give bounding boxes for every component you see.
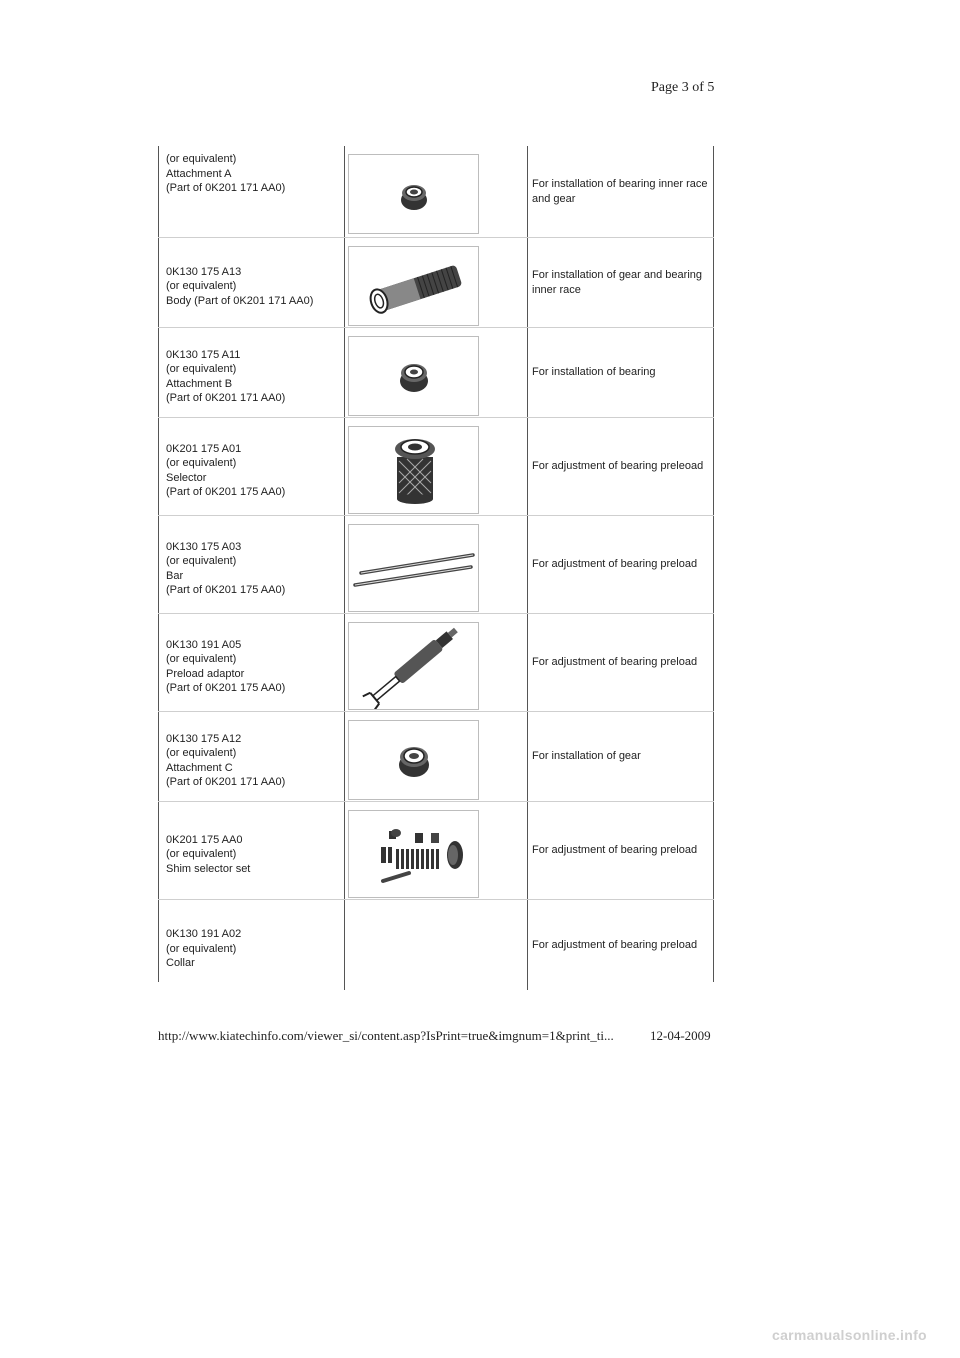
selector-icon <box>348 426 479 514</box>
tool-description-cell <box>158 900 344 990</box>
tool-purpose-cell <box>528 238 714 327</box>
tool-purpose: For adjustment of bearing preload <box>532 938 698 951</box>
tool-purpose-cell <box>528 614 714 711</box>
body-tube-icon <box>348 246 479 326</box>
table-row <box>158 146 714 238</box>
table-row <box>158 418 714 516</box>
tool-description-cell <box>158 238 344 327</box>
tool-image-cell <box>344 900 528 990</box>
preload-adaptor-icon <box>348 622 479 710</box>
tool-description: 0K130 191 A02 (or equivalent) Collar <box>166 928 242 970</box>
shim-selector-set-icon <box>348 810 479 898</box>
tool-description: 0K130 175 A13 (or equivalent) Body (Part of 0K201 171 AA0) <box>166 265 314 307</box>
footer-date: 12-04-2009 <box>650 1028 711 1043</box>
table-row <box>158 802 714 900</box>
tool-description: 0K130 175 A11 (or equivalent) Attachment B (Part of 0K201 171 AA0) <box>166 348 286 404</box>
tool-purpose-cell <box>528 900 714 990</box>
tool-purpose: For adjustment of bearing preleoad <box>532 460 704 473</box>
table-row <box>158 328 714 418</box>
attachment-a-icon <box>348 154 479 234</box>
tool-description: 0K130 175 A12 (or equivalent) Attachment C (Part of 0K201 171 AA0) <box>166 732 286 788</box>
tool-description: 0K130 191 A05 (or equivalent) Preload adaptor (Part of 0K201 175 AA0) <box>166 638 286 694</box>
tool-description-cell <box>158 516 344 613</box>
tool-purpose: For installation of gear and bearing inner race <box>532 269 702 296</box>
watermark: carmanualsonline.info <box>772 1327 927 1343</box>
tool-purpose: For adjustment of bearing preload <box>532 844 698 857</box>
tool-image-cell <box>344 238 528 327</box>
tool-purpose-cell <box>528 802 714 899</box>
tool-description-cell <box>158 328 344 417</box>
bar-icon <box>348 524 479 612</box>
tool-description-cell <box>158 614 344 711</box>
tool-purpose: For installation of bearing <box>532 366 656 379</box>
table-row <box>158 900 714 990</box>
tool-purpose: For installation of gear <box>532 750 641 763</box>
tool-image-cell <box>344 418 528 515</box>
tool-purpose-cell <box>528 712 714 801</box>
tool-description: 0K201 175 AA0 (or equivalent) Shim selector set <box>166 833 251 875</box>
tool-description: (or equivalent) Attachment A (Part of 0K201 171 AA0) <box>166 153 286 194</box>
tool-image-cell <box>344 614 528 711</box>
tool-image-cell <box>344 328 528 417</box>
tool-description-cell <box>158 802 344 899</box>
page-number: Page 3 of 5 <box>651 80 715 95</box>
table-row <box>158 614 714 712</box>
tool-purpose: For adjustment of bearing preload <box>532 558 698 571</box>
table-row <box>158 712 714 802</box>
table-row <box>158 516 714 614</box>
tool-image-cell <box>344 712 528 801</box>
tool-description-cell <box>158 418 344 515</box>
tool-image-cell <box>344 146 528 237</box>
tool-purpose-cell <box>528 328 714 417</box>
tool-purpose: For adjustment of bearing preload <box>532 656 698 669</box>
tool-image-cell <box>344 802 528 899</box>
table-row <box>158 238 714 328</box>
tool-image-cell <box>344 516 528 613</box>
footer-url: http://www.kiatechinfo.com/viewer_si/content.asp?IsPrint=true&imgnum=1&print_ti... <box>158 1028 614 1043</box>
tool-description-cell <box>158 146 344 237</box>
tool-purpose-cell <box>528 146 714 237</box>
tool-purpose-cell <box>528 418 714 515</box>
tool-description: 0K201 175 A01 (or equivalent) Selector (Part of 0K201 175 AA0) <box>166 442 286 498</box>
tool-description: 0K130 175 A03 (or equivalent) Bar (Part of 0K201 175 AA0) <box>166 540 286 596</box>
tool-purpose: For installation of bearing inner race and gear <box>532 178 708 205</box>
attachment-c-icon <box>348 720 479 800</box>
tool-description-cell <box>158 712 344 801</box>
special-tools-table <box>158 146 714 990</box>
attachment-b-icon <box>348 336 479 416</box>
tool-purpose-cell <box>528 516 714 613</box>
